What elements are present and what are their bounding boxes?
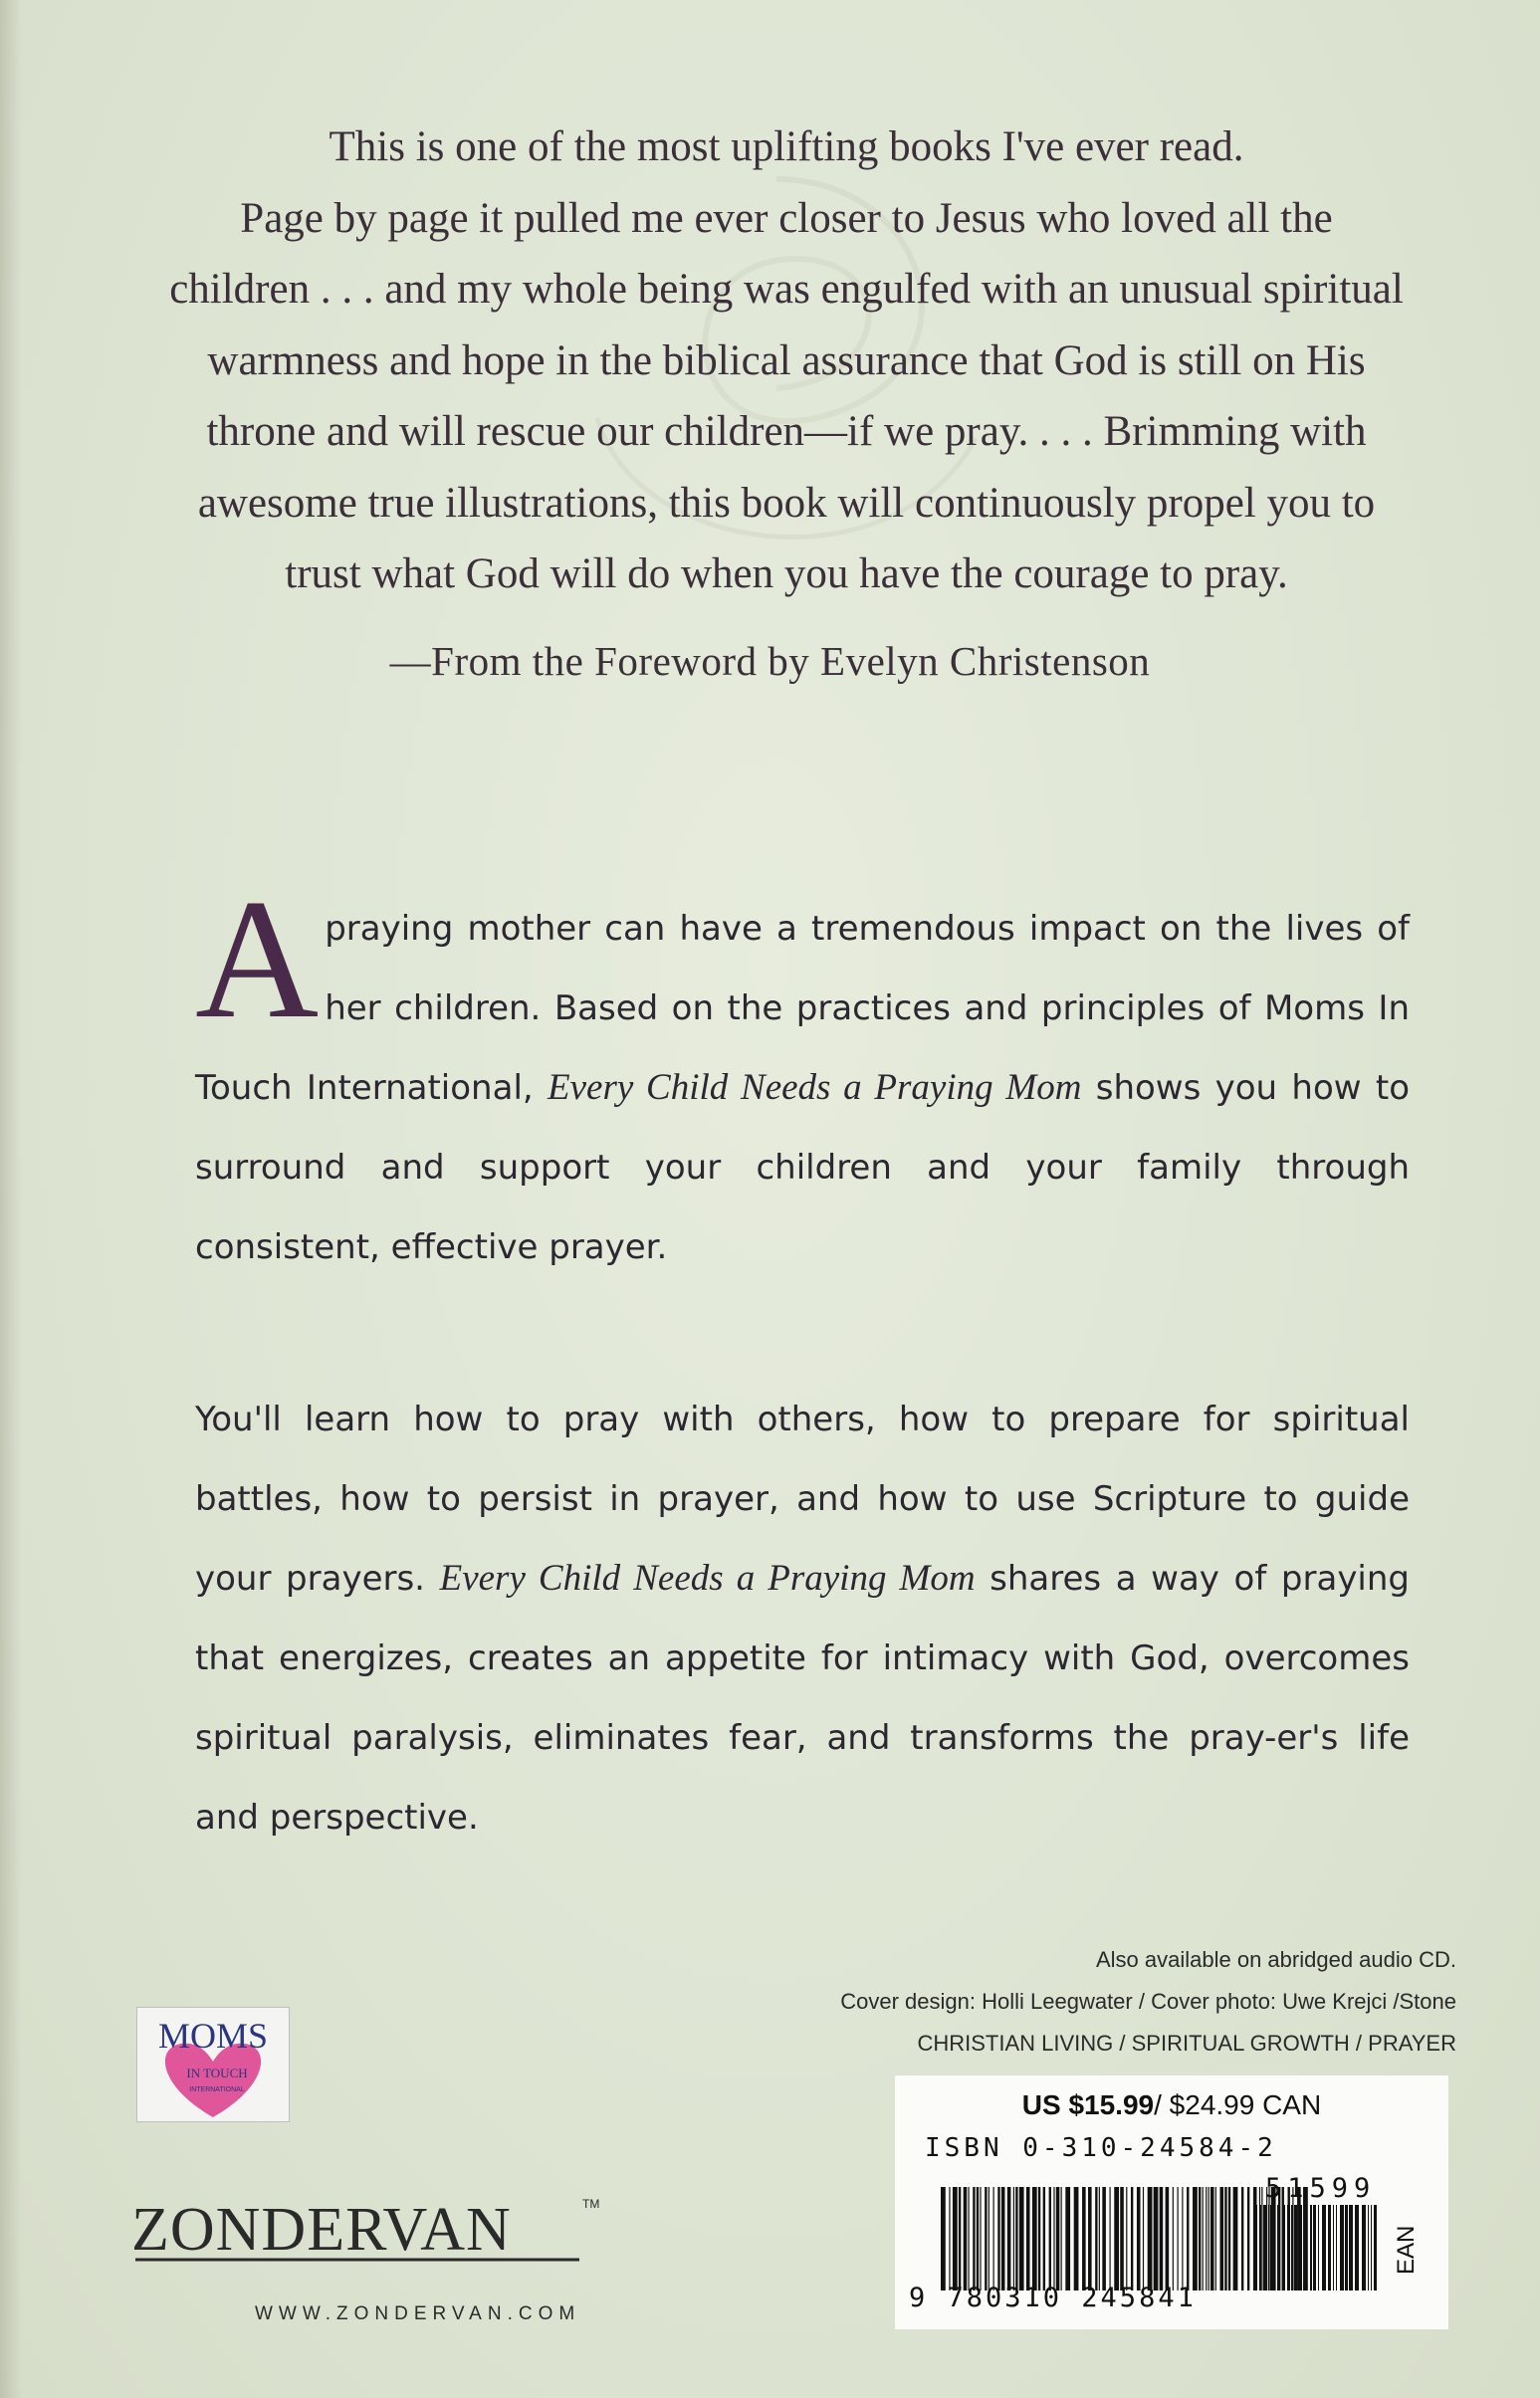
ean-label: EAN [1393, 2225, 1420, 2275]
zondervan-logo [129, 2188, 607, 2278]
description-paragraph-1 [195, 865, 1411, 1287]
isbn-number: ISBN 0-310-24584-2 [925, 2133, 1277, 2163]
quote-line: Page by page it pulled me ever closer to Jesus who loved all the [240, 194, 1333, 242]
quote-line: throne and will rescue our children—if we pray. . . . Brimming with [206, 408, 1367, 455]
quote-line: children . . . and my whole being was engulfed with an unusual spiritual [169, 266, 1404, 313]
price-can: / $24.99 CAN [1154, 2089, 1322, 2120]
audio-note: Also available on abridged audio CD. [1095, 1947, 1456, 1972]
paragraph-text: shares a way of praying that energizes, creates an appetite for intimacy with God, overcomes spiritual paralysis, eliminates fear, and transforms the pray-er's life and perspective. [195, 1559, 1411, 1838]
quote-line: trust what God will do when you have the courage to pray. [285, 550, 1288, 597]
paragraph-text: You'll learn how to pray with others, how to prepare for spiritual battles, how to persist in prayer, and how to use Scripture to guide your prayers. [195, 1400, 1410, 1599]
quote-line: This is one of the most uplifting books I've ever read. [329, 123, 1244, 170]
paragraph-text: praying mother can have a tremendous impact on the lives of her children. Based on the practices and principles of Moms In Touch International, [195, 909, 1410, 1108]
spine-shadow [0, 0, 22, 2398]
moms-logo-international: INTERNATIONAL [189, 2086, 245, 2093]
price-barcode-label [895, 2075, 1448, 2329]
category-label: CHRISTIAN LIVING / SPIRITUAL GROWTH / PRAYER [917, 2031, 1456, 2056]
foreword-quote [119, 111, 1453, 610]
description-paragraph-2 [195, 1380, 1410, 1857]
barcode-digits: 9 780310 245841 [909, 2283, 1197, 2313]
quote-attribution: —From the Foreword by Evelyn Christenson [389, 638, 1151, 684]
addon-digits: 51599 [1265, 2173, 1377, 2204]
heart-icon [137, 2008, 289, 2121]
quote-line: awesome true illustrations, this book will continuously propel you to [197, 479, 1376, 527]
publisher-name: ZONDERVAN [131, 2196, 512, 2264]
paragraph-text: shows you how to surround and support your children and your family through consistent, effective prayer. [195, 1068, 1411, 1267]
price [895, 2089, 1448, 2121]
barcode-addon [1253, 2205, 1383, 2290]
price-us: US $15.99 [1021, 2089, 1155, 2120]
moms-logo-text: MOMS [157, 2016, 269, 2056]
moms-logo-subtext: IN TOUCH [186, 2066, 248, 2080]
moms-in-touch-logo [136, 2007, 290, 2122]
design-credit: Cover design: Holli Leegwater / Cover photo: Uwe Krejci /Stone [840, 1989, 1456, 2014]
trademark-mark: TM [582, 2197, 600, 2211]
book-title: Every Child Needs a Praying Mom [548, 1067, 1082, 1108]
quote-line: warmness and hope in the biblical assurance that God is still on His [207, 336, 1366, 384]
drop-cap: A [195, 865, 320, 1054]
book-title: Every Child Needs a Praying Mom [439, 1558, 976, 1599]
cover-credits [660, 1939, 1456, 2065]
publisher-website: WWW.ZONDERVAN.COM [255, 2303, 581, 2324]
